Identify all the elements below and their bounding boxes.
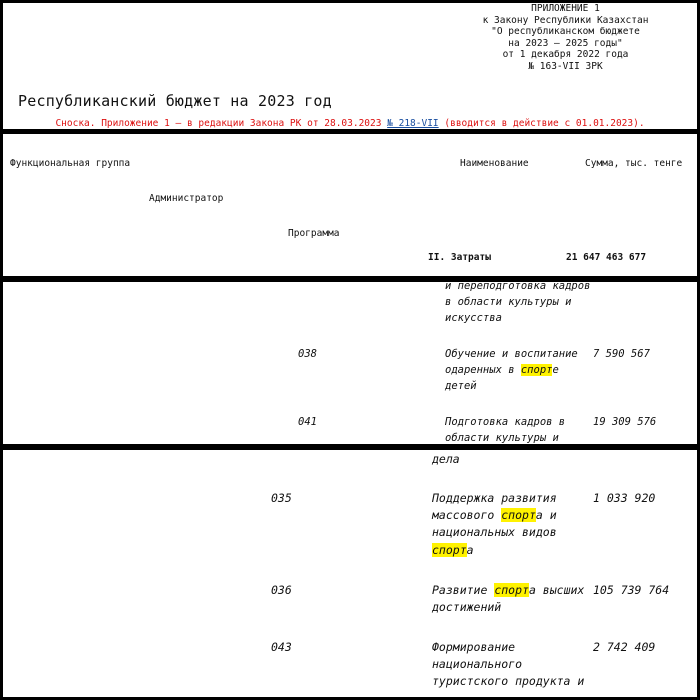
program-sum: 1 033 920: [593, 491, 656, 505]
table-fragment-1: [3, 282, 697, 444]
search-highlight: спорт: [501, 508, 536, 523]
appendix-line: ПРИЛОЖЕНИЕ 1: [531, 3, 600, 14]
program-name: Обучение и воспитание одаренных в спорте детей: [445, 348, 578, 393]
program-code: 035: [271, 491, 292, 505]
appendix-line: на 2023 – 2025 годы": [508, 37, 623, 49]
col-sum: Сумма, тыс. тенге: [585, 158, 683, 169]
program-sum: 105 739 764: [593, 583, 670, 597]
col-functional-group: Функциональная группа: [10, 158, 131, 169]
law-link[interactable]: № 218-VII: [387, 118, 439, 129]
appendix-line: "О республиканском бюджете: [491, 26, 640, 38]
col-name: Наименование: [460, 158, 529, 169]
program-code: 036: [271, 583, 292, 597]
footnote: [3, 118, 697, 129]
program-name: Формирование национального туристского продукта и: [432, 640, 585, 689]
search-highlight: спорт: [494, 583, 529, 597]
page-title: Республиканский бюджет на 2023 год: [18, 92, 332, 110]
expenses-value: 21 647 463 677: [566, 252, 647, 263]
search-highlight: спорт: [520, 364, 553, 377]
col-program: Программа: [288, 228, 340, 239]
program-sum: 7 590 567: [593, 348, 650, 360]
program-code: 043: [271, 640, 292, 654]
appendix-reference: [478, 3, 653, 73]
continuation-text: дела: [432, 452, 460, 466]
expenses-label: II. Затраты: [428, 252, 491, 263]
document-header: [3, 3, 697, 129]
program-name: Поддержка развития массового спорта и национальных видов спорта: [432, 491, 557, 557]
appendix-line: от 1 декабря 2022 года: [502, 49, 629, 61]
program-name: Развитие спорта высших достижений: [432, 583, 585, 615]
continuation-text: и переподготовка кадров в области культуры и искусства: [445, 282, 591, 325]
appendix-line: № 163-VII ЗРК: [528, 60, 603, 72]
search-highlight: спорт: [432, 542, 467, 557]
col-administrator: Администратор: [149, 193, 224, 204]
program-sum: 19 309 576: [593, 416, 657, 428]
program-name: Подготовка кадров в области культуры и: [445, 416, 566, 444]
table-fragment-2: [3, 450, 697, 697]
footnote-text-end: (вводится в действие с 01.01.2023).: [438, 118, 645, 129]
program-code: 041: [298, 416, 317, 428]
program-code: 038: [298, 348, 317, 360]
table-header: [3, 134, 697, 276]
appendix-line: к Закону Республики Казахстан: [482, 14, 649, 26]
footnote-text: Сноска. Приложение 1 – в редакции Закона РК от 28.03.2023: [55, 118, 388, 129]
program-sum: 2 742 409: [593, 640, 656, 654]
